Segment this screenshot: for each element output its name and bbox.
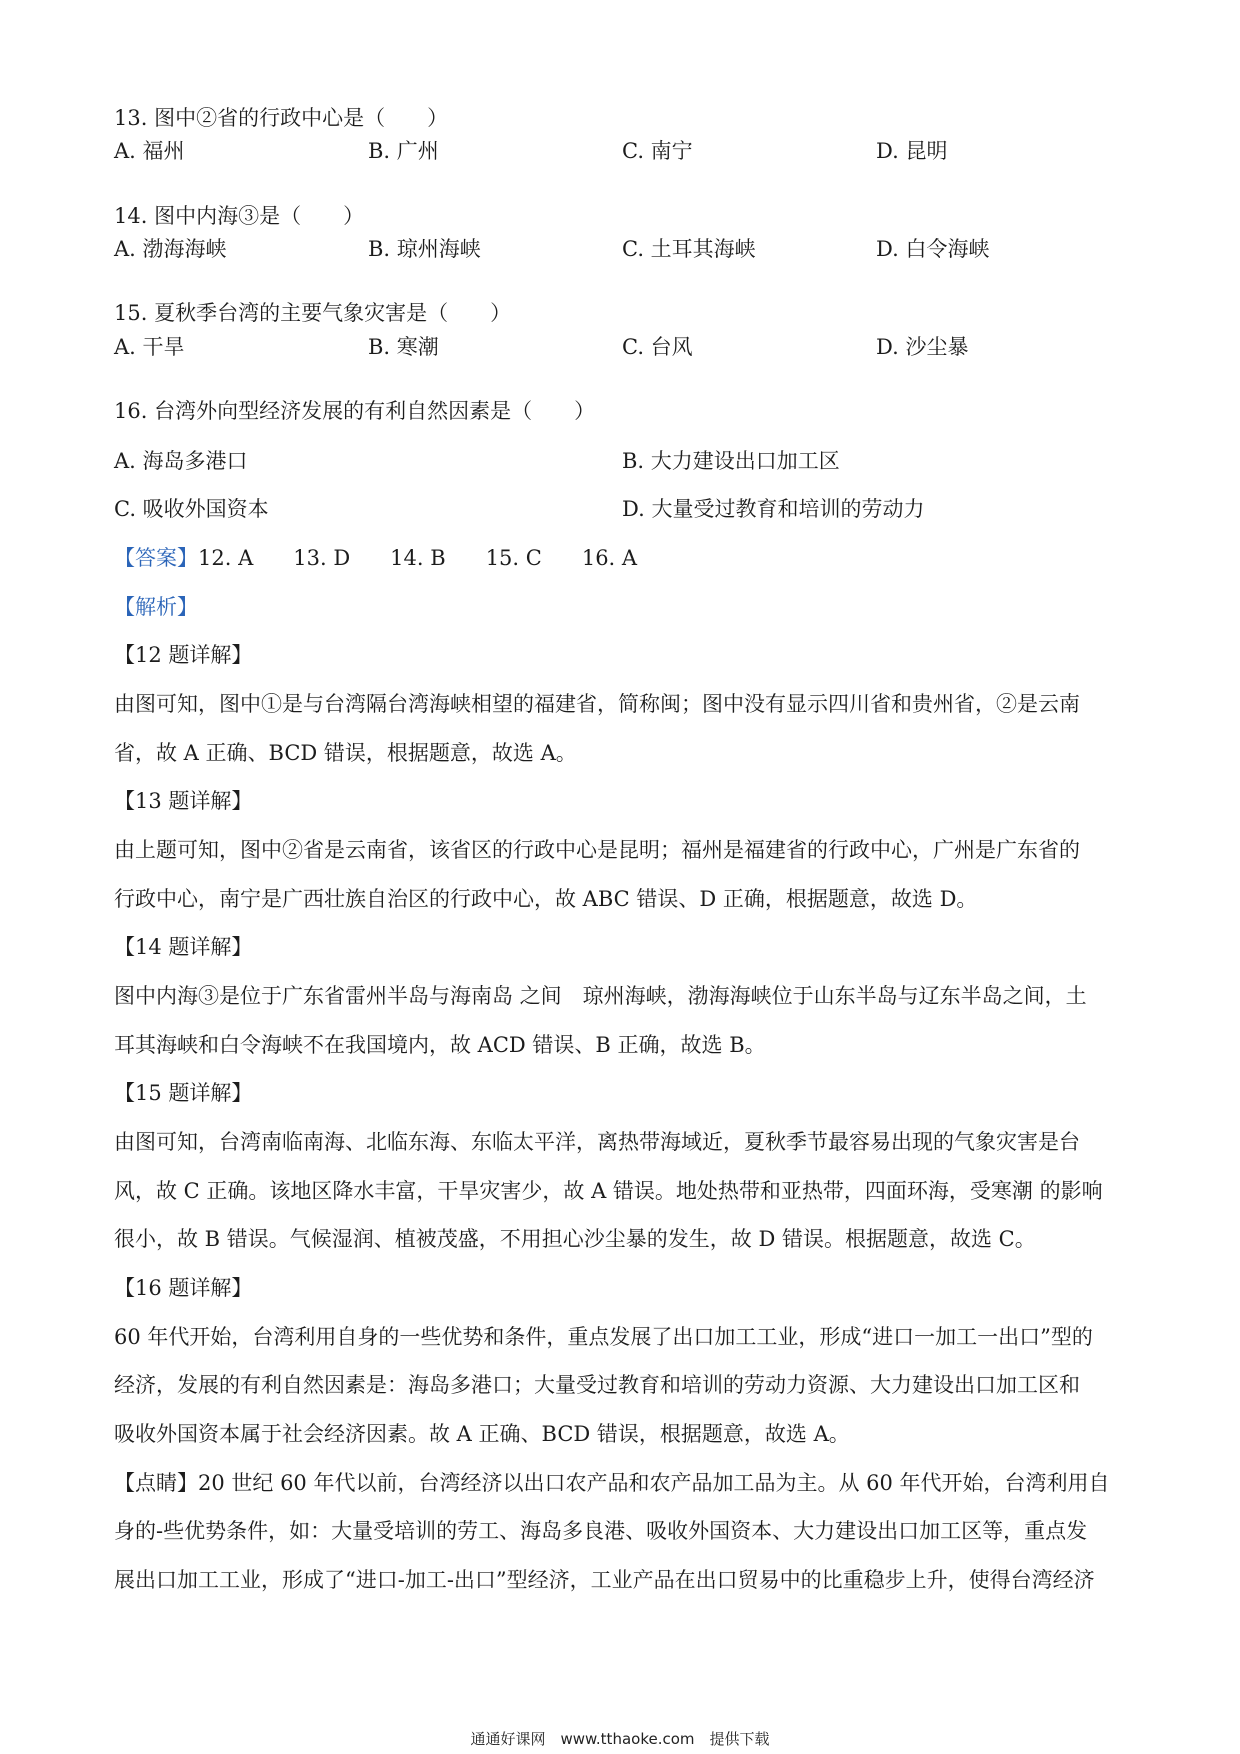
detail-15-title: 【15 题详解】 [114,1081,253,1105]
detail-15-line: 很小，故 B 错误。气候湿润、植被茂盛，不用担心沙尘暴的发生，故 D 错误。根据题意，故选 C。 [114,1227,1036,1251]
detail-16-line: 吸收外国资本属于社会经济因素。故 A 正确、BCD 错误，根据题意，故选 A。 [114,1422,850,1446]
question-16-stem: 16. 台湾外向型经济发展的有利自然因素是（ ） [114,399,596,423]
answer-item: 15. C [485,546,542,570]
detail-16-line: 60 年代开始，台湾利用自身的一些优势和条件，重点发展了出口加工工业，形成“进口一加工一出口”型的 [114,1325,1093,1349]
detail-16-line: 经济，发展的有利自然因素是：海岛多港口；大量受过教育和培训的劳动力资源、大力建设出口加工区和 [114,1373,1080,1397]
detail-15-line: 风，故 C 正确。该地区降水丰富，干旱灾害少，故 A 错误。地处热带和亚热带，四面环海，受寒潮 的影响 [114,1179,1103,1203]
answer-item: 14. B [390,546,446,570]
detail-14-line: 图中内海③是位于广东省雷州半岛与海南岛 之间 琼州海峡，渤海海峡位于山东半岛与辽东半岛之间，土 [114,984,1087,1008]
detail-14-line: 耳其海峡和白令海峡不在我国境内，故 ACD 错误、B 正确，故选 B。 [114,1033,766,1057]
tip-line: 展出口加工工业，形成了“进口-加工-出口”型经济，工业产品在出口贸易中的比重稳步上升，使得台湾经济 [114,1568,1095,1592]
question-15-option-b: B. 寒潮 [368,335,439,359]
question-14-option-a: A. 渤海海峡 [114,237,227,261]
question-13-option-c: C. 南宁 [622,139,693,163]
answer-line [114,543,677,573]
tip-text: 20 世纪 60 年代以前，台湾经济以出口农产品和农产品加工品为主。从 60 年代开始，台湾利用自 [198,1471,1110,1495]
question-14-option-b: B. 琼州海峡 [368,237,481,261]
question-14-option-d: D. 白令海峡 [876,237,990,261]
question-15-stem: 15. 夏秋季台湾的主要气象灾害是（ ） [114,301,512,325]
question-15-option-c: C. 台风 [622,335,693,359]
question-13-stem: 13. 图中②省的行政中心是（ ） [114,106,449,130]
detail-13-line: 由上题可知，图中②省是云南省，该省区的行政中心是昆明；福州是福建省的行政中心，广州是广东省的 [114,838,1080,862]
detail-14-title: 【14 题详解】 [114,935,253,959]
page-footer: 通通好课网 www.tthaoke.com 提供下载 [470,1730,770,1748]
question-15-option-a: A. 干旱 [114,335,185,359]
detail-13-line: 行政中心，南宁是广西壮族自治区的行政中心，故 ABC 错误、D 正确，根据题意，故选 D。 [114,887,978,911]
tip-label: 【点睛】 [114,1471,198,1495]
question-16-option-c: C. 吸收外国资本 [114,497,269,521]
answer-item: 16. A [581,546,638,570]
question-13-option-a: A. 福州 [114,139,185,163]
tip-line [114,1468,1110,1498]
analysis-label: 【解析】 [114,595,198,619]
question-16-option-a: A. 海岛多港口 [114,449,248,473]
question-15-option-d: D. 沙尘暴 [876,335,969,359]
question-14-stem: 14. 图中内海③是（ ） [114,204,365,228]
question-13-option-d: D. 昆明 [876,139,948,163]
tip-line: 身的-些优势条件，如：大量受培训的劳工、海岛多良港、吸收外国资本、大力建设出口加工区等，重点发 [114,1519,1088,1543]
question-16-option-b: B. 大力建设出口加工区 [622,449,840,473]
detail-15-line: 由图可知，台湾南临南海、北临东海、东临太平洋，离热带海域近，夏秋季节最容易出现的气象灾害是台 [114,1130,1080,1154]
detail-12-title: 【12 题详解】 [114,643,253,667]
detail-12-line: 省，故 A 正确、BCD 错误，根据题意，故选 A。 [114,741,577,765]
question-16-option-d: D. 大量受过教育和培训的劳动力 [622,497,925,521]
detail-13-title: 【13 题详解】 [114,789,253,813]
answer-item: 13. D [293,546,351,570]
answer-item: 12. A [198,546,254,570]
question-14-option-c: C. 土耳其海峡 [622,237,756,261]
detail-12-line: 由图可知，图中①是与台湾隔台湾海峡相望的福建省，简称闽；图中没有显示四川省和贵州省，②是云南 [114,692,1080,716]
answer-label: 【答案】 [114,546,198,570]
question-13-option-b: B. 广州 [368,139,439,163]
detail-16-title: 【16 题详解】 [114,1276,253,1300]
